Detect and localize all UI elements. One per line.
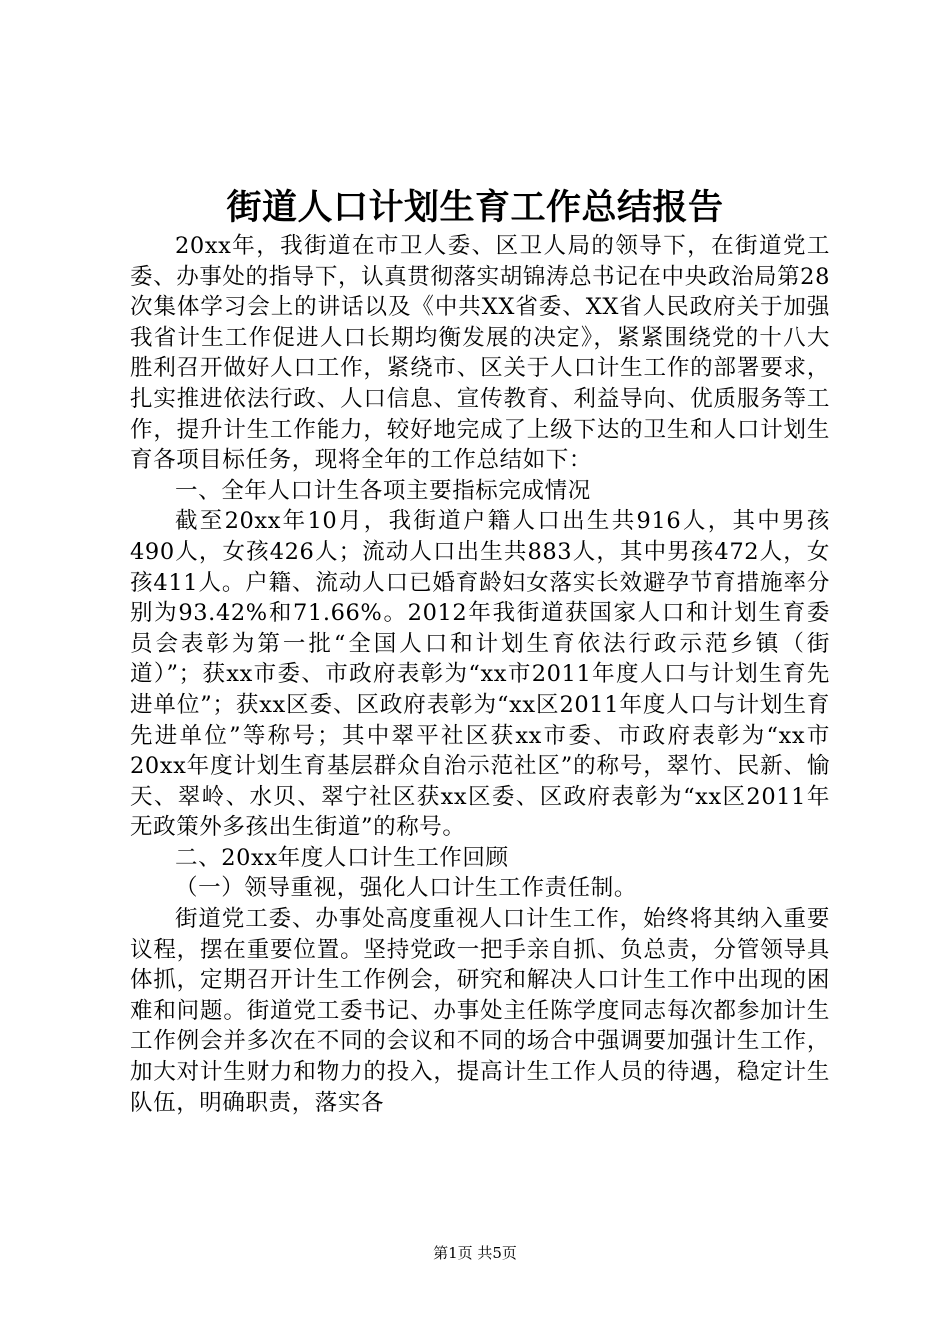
subsection-heading-1: （一）领导重视，强化人口计生工作责任制。: [175, 875, 638, 902]
document-title: 街道人口计划生育工作总结报告: [226, 187, 724, 228]
document-body: [130, 231, 830, 1118]
paragraph-intro: 20xx年，我街道在市卫人委、区卫人局的领导下，在街道党工委、办事处的指导下，认真贯彻落实胡锦涛总书记在中央政治局第28次集体学习会上的讲话以及《中共XX省委、XX省人民政府关于加强我省计生工作促进人口长期均衡发展的决定》，紧紧围绕党的十八大胜利召开做好人口工作，紧绕市、区关于人口计生工作的部署要求，扎实推进依法行政、人口信息、宣传教育、利益导向、优质服务等工作，提升计生工作能力，较好地完成了上级下达的卫生和人口计划生育各项目标任务，现将全年的工作总结如下：: [130, 233, 830, 474]
section-heading-2: 二、20xx年度人口计生工作回顾: [175, 844, 509, 871]
paragraph-leadership: 街道党工委、办事处高度重视人口计生工作，始终将其纳入重要议程，摆在重要位置。坚持党政一把手亲自抓、负总责，分管领导具体抓，定期召开计生工作例会，研究和解决人口计生工作中出现的困难和问题。街道党工委书记、办事处主任陈学度同志每次都参加计生工作例会并多次在不同的会议和不同的场合中强调要加强计生工作，加大对计生财力和物力的投入，提高计生工作人员的待遇，稳定计生队伍，明确职责，落实各: [130, 906, 830, 1116]
paragraph-indicators: 截至20xx年10月，我街道户籍人口出生共916人，其中男孩490人，女孩426人；流动人口出生共883人，其中男孩472人，女孩411人。户籍、流动人口已婚育龄妇女落实长效避孕节育措施率分别为93.42%和71.66%。2012年我街道获国家人口和计划生育委员会表彰为第一批“全国人口和计划生育依法行政示范乡镇（街道）”；获xx市委、市政府表彰为“xx市2011年度人口与计划生育先进单位”；获xx区委、区政府表彰为“xx区2011年度人口与计划生育先进单位”等称号；其中翠平社区获xx市委、市政府表彰为“xx市20xx年度计划生育基层群众自治示范社区”的称号，翠竹、民新、愉天、翠岭、水贝、翠宁社区获xx区委、区政府表彰为“xx区2011年无政策外多孩出生街道”的称号。: [130, 508, 830, 841]
section-heading-1: 一、全年人口计生各项主要指标完成情况: [175, 477, 591, 504]
page-number-footer: 第1页 共5页: [433, 1244, 517, 1262]
